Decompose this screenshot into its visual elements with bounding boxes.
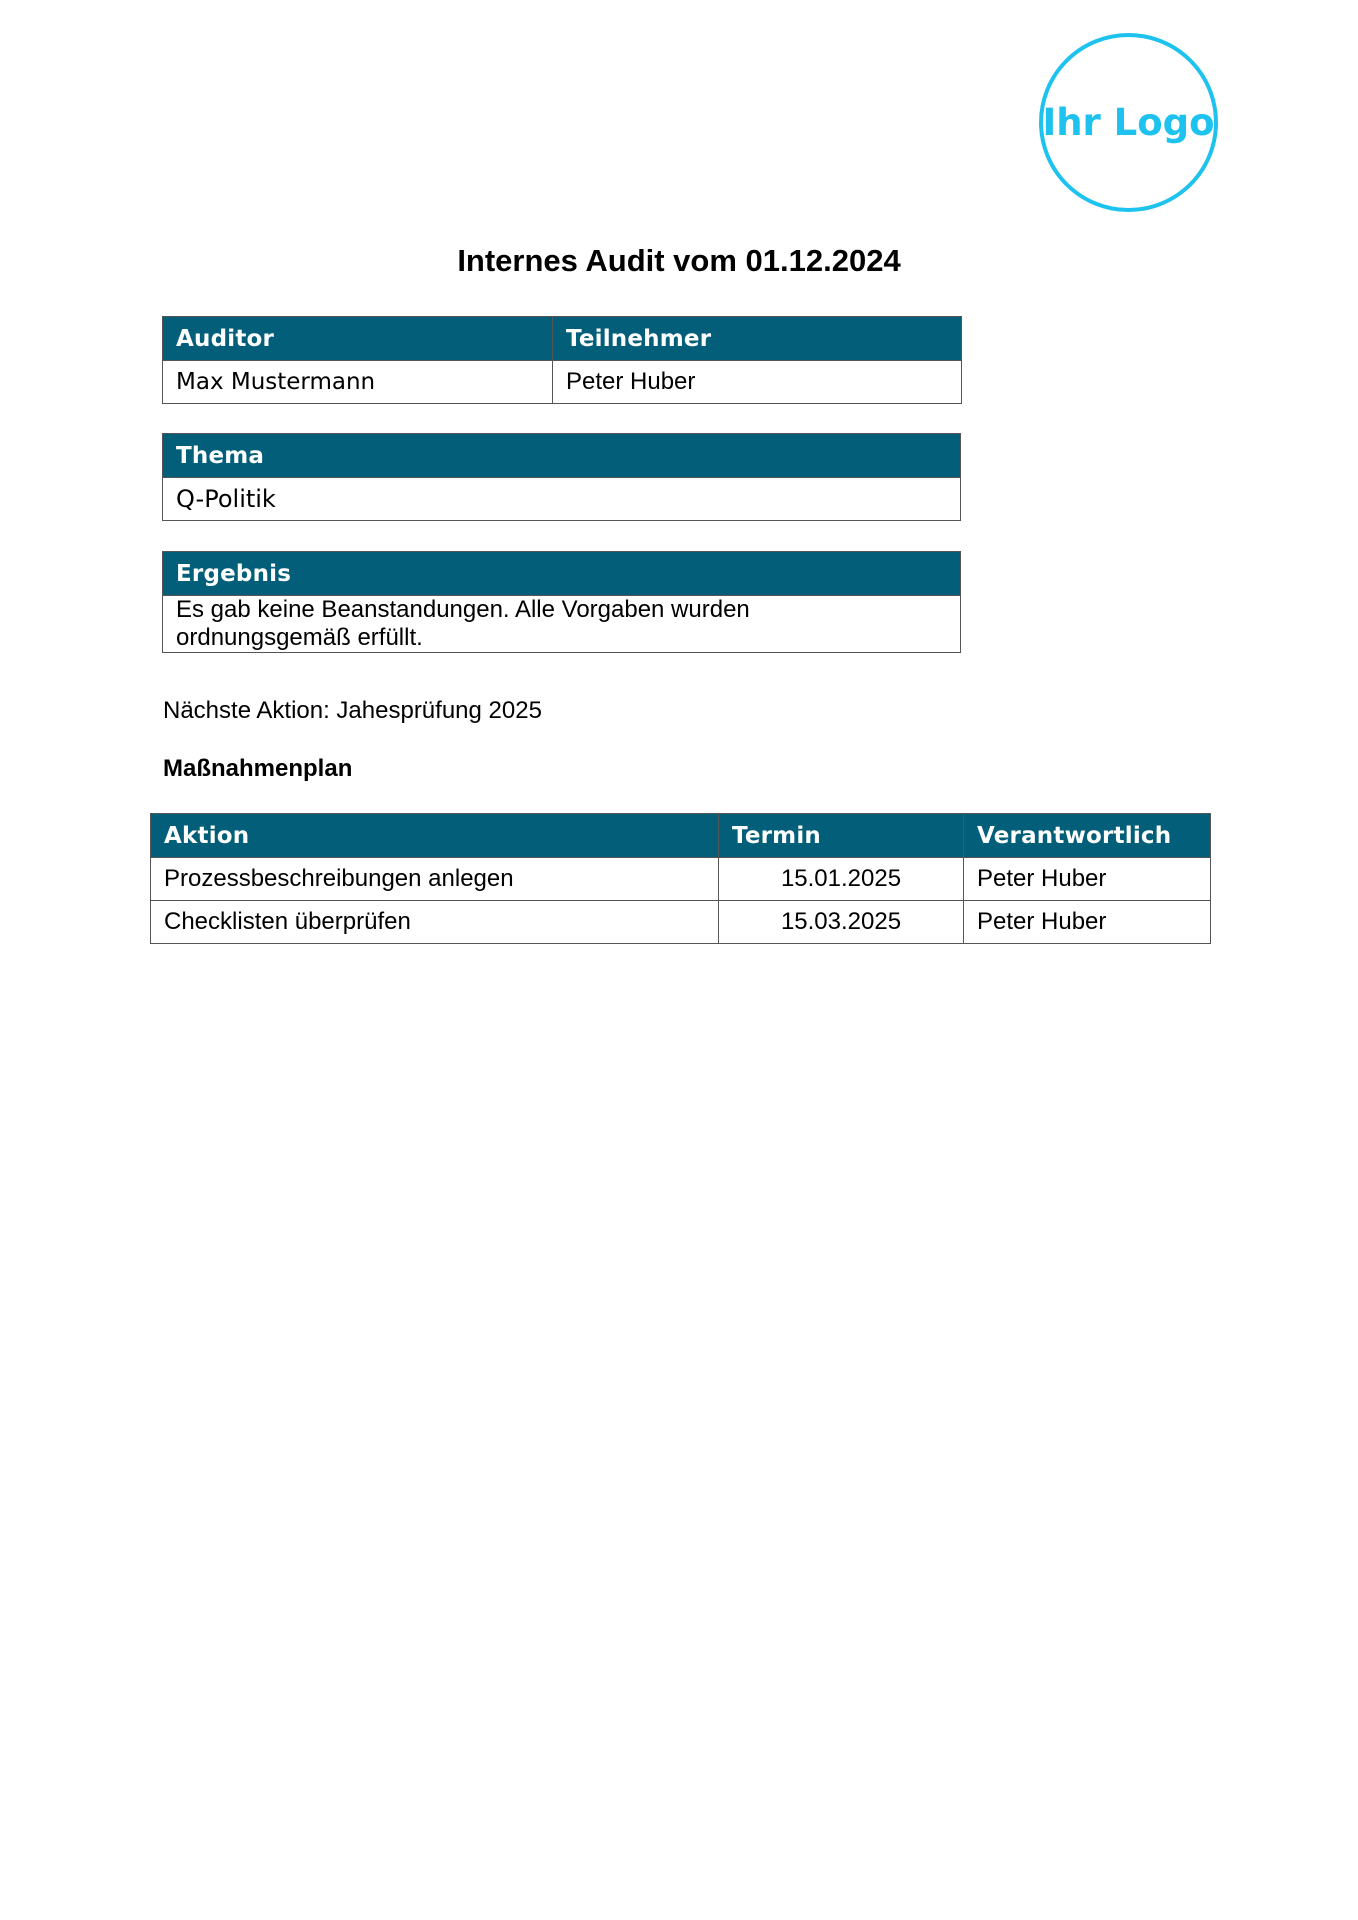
- company-logo: [1039, 33, 1218, 212]
- action-column-header: Aktion: [151, 814, 719, 858]
- auditor-table: [162, 316, 962, 404]
- auditor-value: Max Mustermann: [163, 361, 553, 404]
- date-column-header: Termin: [719, 814, 964, 858]
- date-cell: 15.01.2025: [719, 858, 964, 901]
- document-title: Internes Audit vom 01.12.2024: [457, 243, 901, 278]
- result-value: [163, 596, 961, 653]
- result-header: Ergebnis: [163, 552, 961, 596]
- auditor-value-row: [163, 361, 962, 404]
- action-cell: Prozessbeschreibungen anlegen: [151, 858, 719, 901]
- date-cell: 15.03.2025: [719, 901, 964, 944]
- result-value-row: [163, 596, 961, 653]
- responsible-column-header: Verantwortlich: [964, 814, 1211, 858]
- topic-value: Q-Politik: [163, 478, 961, 521]
- action-plan-table: [150, 813, 1211, 944]
- auditor-header: Auditor: [163, 317, 553, 361]
- result-table: [162, 551, 961, 653]
- logo-text: Ihr Logo: [1042, 101, 1215, 144]
- next-action-text: Nächste Aktion: Jahesprüfung 2025: [163, 697, 542, 724]
- responsible-cell: Peter Huber: [964, 858, 1211, 901]
- table-row: [151, 858, 1211, 901]
- result-header-row: [163, 552, 961, 596]
- action-plan-heading: Maßnahmenplan: [163, 755, 353, 782]
- action-plan-header-row: [151, 814, 1211, 858]
- participant-header: Teilnehmer: [553, 317, 962, 361]
- topic-table: [162, 433, 961, 521]
- responsible-cell: Peter Huber: [964, 901, 1211, 944]
- topic-header-row: [163, 434, 961, 478]
- result-line-1: Es gab keine Beanstandungen. Alle Vorgaben wurden: [176, 596, 750, 623]
- auditor-header-row: [163, 317, 962, 361]
- action-cell: Checklisten überprüfen: [151, 901, 719, 944]
- table-row: [151, 901, 1211, 944]
- participant-value: Peter Huber: [553, 361, 962, 404]
- topic-value-row: [163, 478, 961, 521]
- topic-header: Thema: [163, 434, 961, 478]
- result-line-2: ordnungsgemäß erfüllt.: [176, 624, 423, 651]
